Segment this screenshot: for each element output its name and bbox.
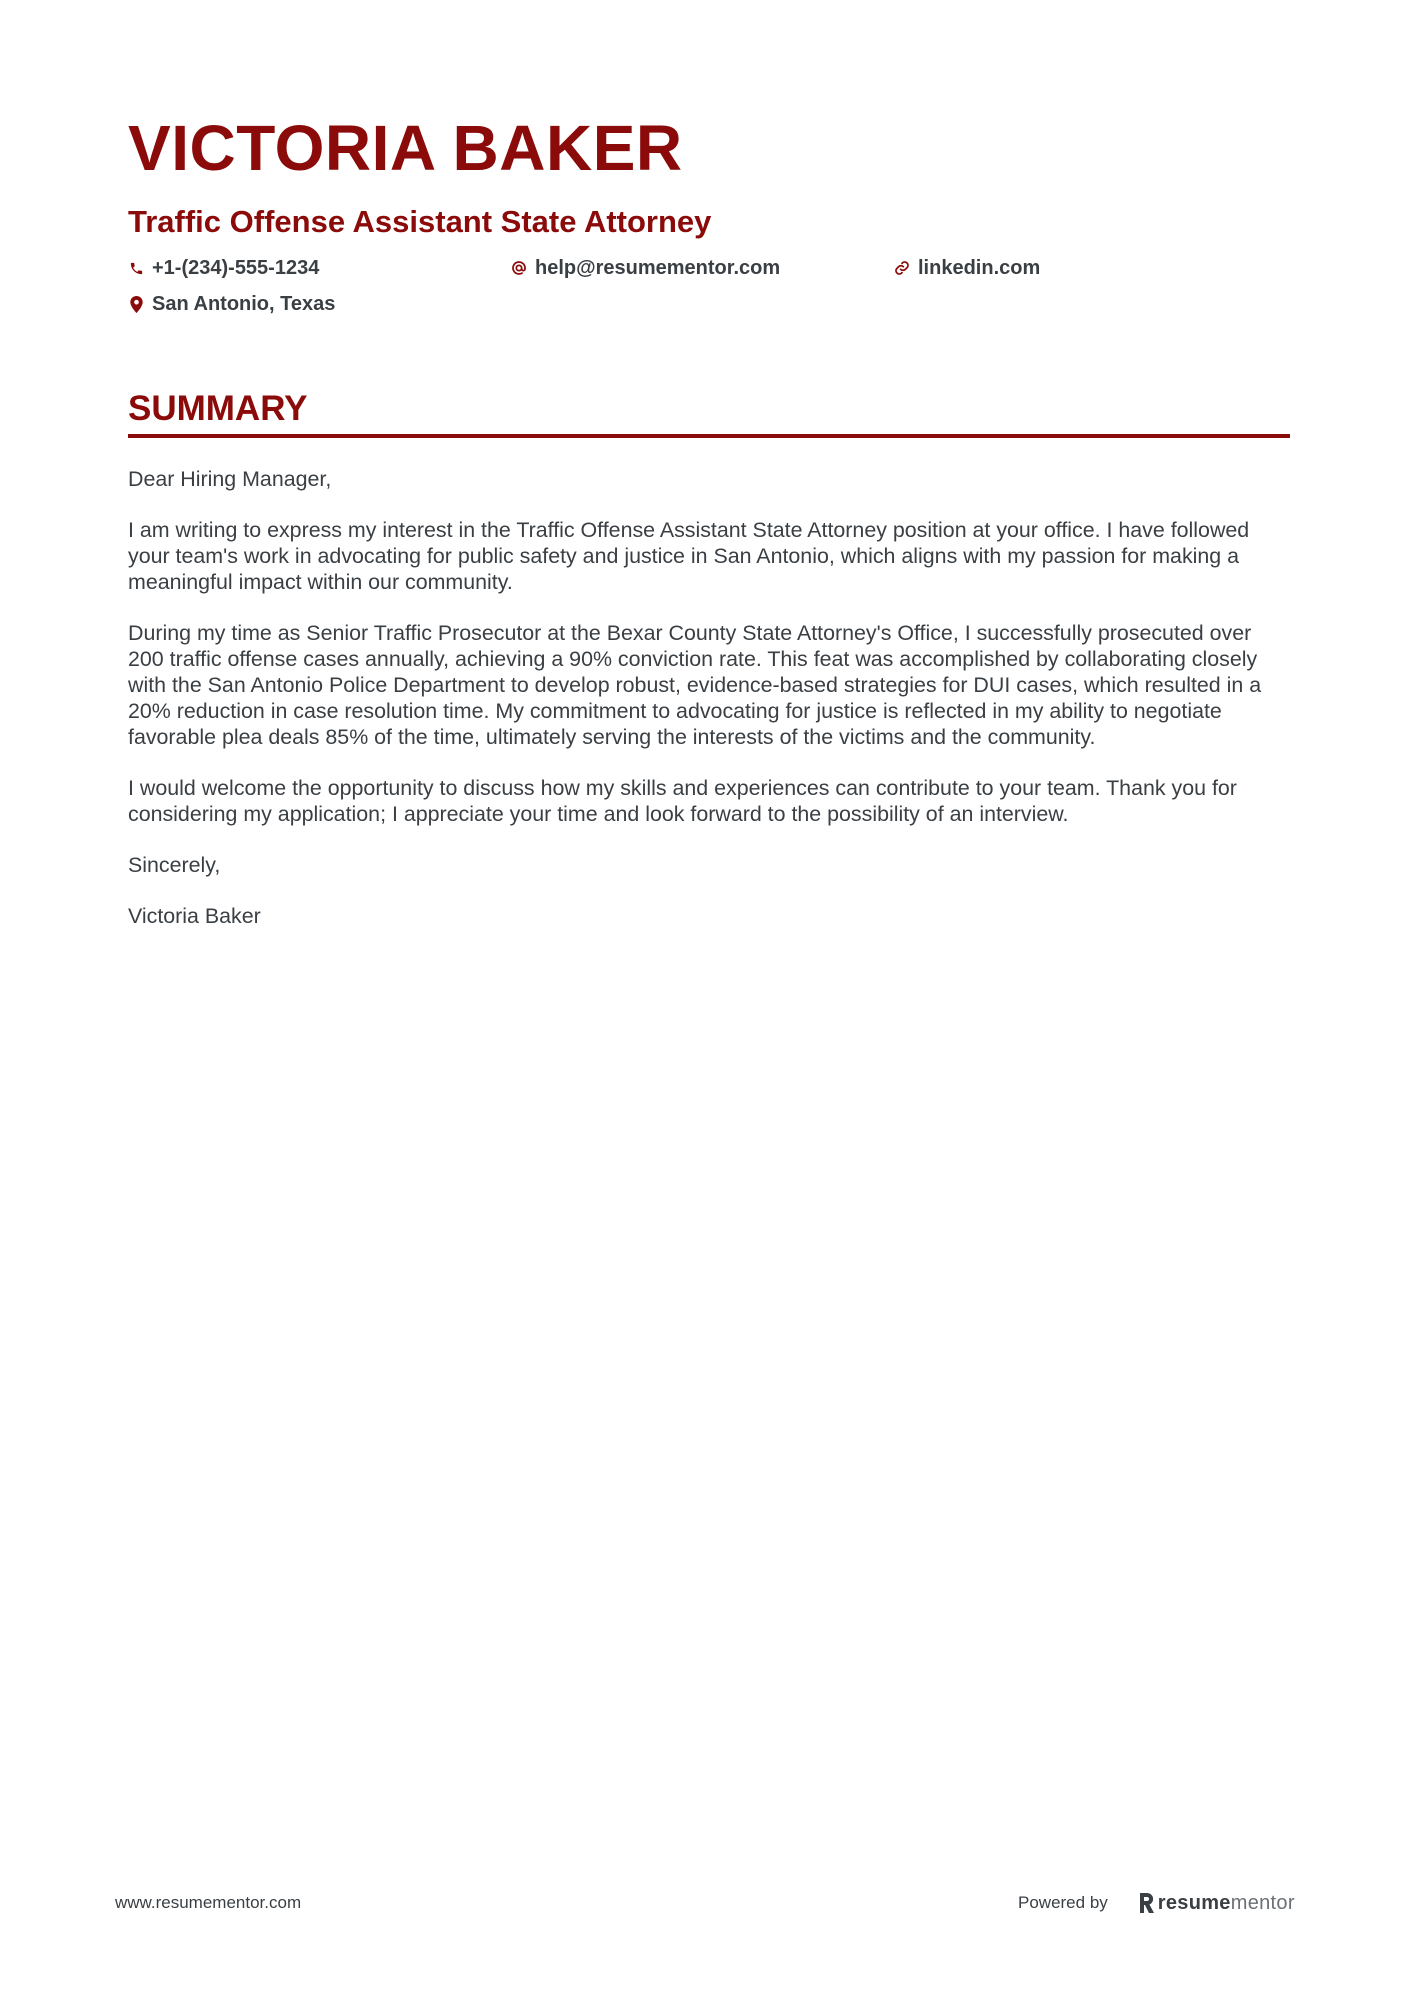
job-title: Traffic Offense Assistant State Attorney xyxy=(128,204,712,239)
brand-text-bold: resume xyxy=(1157,1891,1231,1914)
contact-email[interactable] xyxy=(511,256,894,280)
salutation: Dear Hiring Manager, xyxy=(128,467,332,491)
brand-logo[interactable] xyxy=(1138,1892,1295,1915)
at-icon xyxy=(511,259,527,277)
phone-icon xyxy=(128,259,144,277)
signature-name: Victoria Baker xyxy=(128,904,261,928)
brand-mark-icon xyxy=(1138,1893,1154,1913)
cover-letter-body xyxy=(128,466,1290,929)
location-pin-icon xyxy=(128,295,144,313)
contact-phone[interactable] xyxy=(128,256,511,280)
contact-info xyxy=(128,256,1288,316)
section-heading: SUMMARY xyxy=(128,389,308,428)
powered-by-label: Powered by xyxy=(1018,1893,1108,1912)
linkedin-text: linkedin.com xyxy=(918,256,1041,279)
location-text: San Antonio, Texas xyxy=(152,292,336,315)
email-text: help@resumementor.com xyxy=(535,256,781,279)
paragraph-closing: I would welcome the opportunity to discuss how my skills and experiences can contribute to your team. Thank you for considering my application; I appreciate your time and look forward to the possibility of an interview. xyxy=(128,776,1237,826)
summary-section xyxy=(128,386,1290,954)
link-icon xyxy=(894,259,910,277)
sign-off: Sincerely, xyxy=(128,853,221,877)
footer-branding xyxy=(1018,1888,1295,1918)
paragraph-intro: I am writing to express my interest in the Traffic Offense Assistant State Attorney position at your office. I have followed your team's work in advocating for public safety and justice in San Antonio, which aligns with my passion for making a meaningful impact within our community. xyxy=(128,518,1250,594)
phone-text: +1-(234)-555-1234 xyxy=(152,256,320,279)
contact-location xyxy=(128,292,511,316)
brand-text-light: mentor xyxy=(1230,1891,1295,1914)
section-divider xyxy=(128,434,1290,438)
contact-linkedin[interactable] xyxy=(894,256,1277,280)
paragraph-experience: During my time as Senior Traffic Prosecutor at the Bexar County State Attorney's Office, I successfully prosecuted over 200 traffic offense cases annually, achieving a 90% conviction rate. This feat was accomplished by collaborating closely with the San Antonio Police Department to develop robust, evidence-based strategies for DUI cases, which resulted in a 20% reduction in case resolution time. My commitment to advocating for justice is reflected in my ability to negotiate favorable plea deals 85% of the time, ultimately serving the interests of the victims and the community. xyxy=(128,621,1262,749)
header xyxy=(128,108,1288,316)
candidate-name: VICTORIA BAKER xyxy=(128,112,683,184)
footer-website[interactable]: www.resumementor.com xyxy=(115,1893,302,1912)
